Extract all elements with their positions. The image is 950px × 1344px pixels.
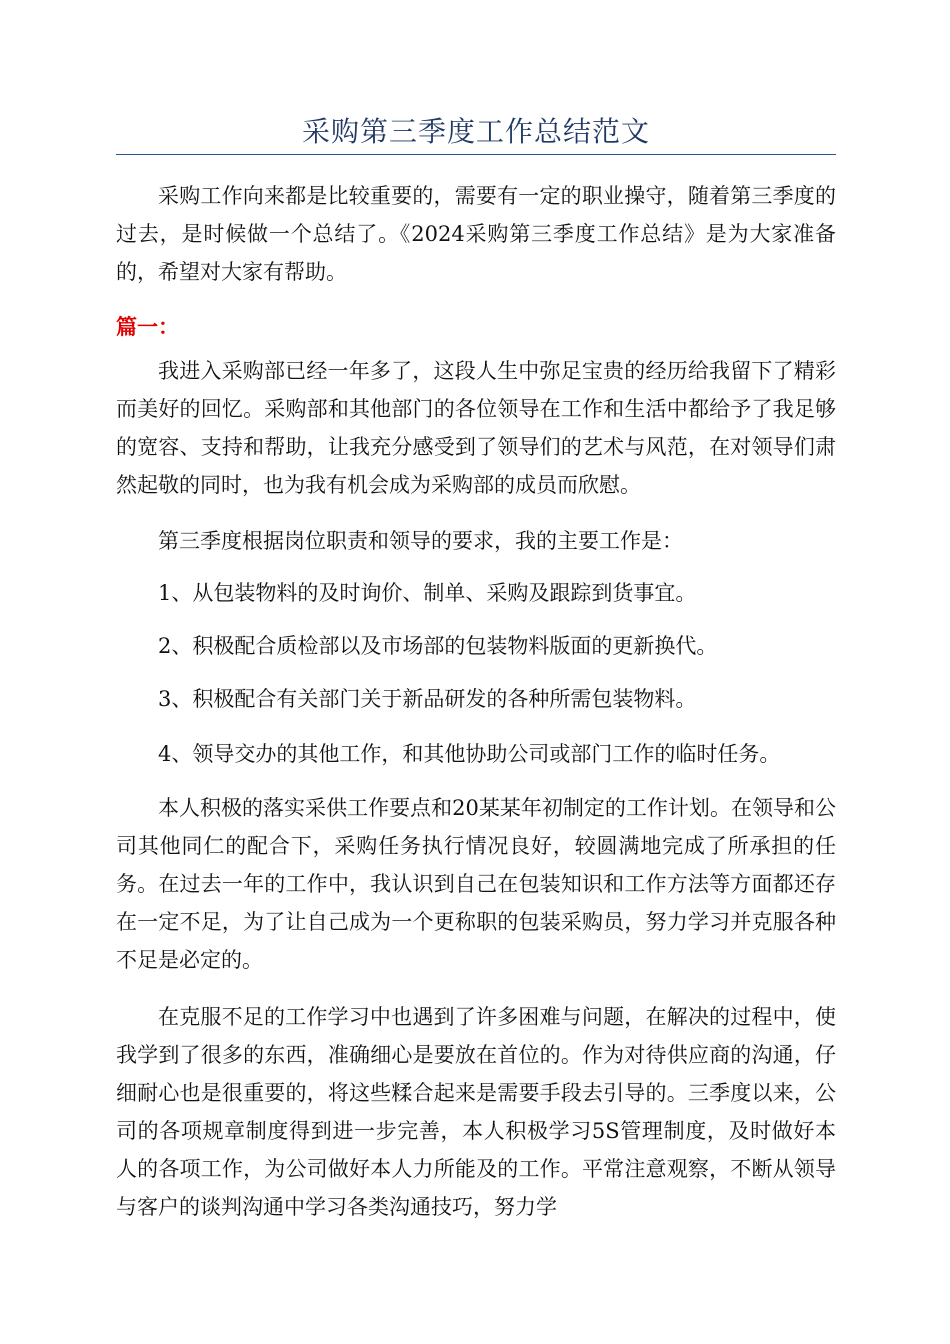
list-item: 2、积极配合质检部以及市场部的包装物料版面的更新换代。 — [158, 634, 718, 658]
body-paragraph: 第三季度根据岗位职责和领导的要求，我的主要工作是： — [158, 529, 683, 553]
title-underline — [116, 154, 836, 155]
intro-paragraph: 采购工作向来都是比较重要的，需要有一定的职业操守，随着第三季度的过去，是时候做一个总结了。《2024采购第三季度工作总结》是为大家准备的，希望对大家有帮助。 — [116, 184, 836, 284]
document-title: 采购第三季度工作总结范文 — [301, 115, 650, 148]
list-item: 1、从包装物料的及时询价、制单、采购及跟踪到货事宜。 — [158, 581, 697, 605]
section-heading: 篇一： — [116, 314, 179, 339]
body-paragraph: 本人积极的落实采供工作要点和20某某年初制定的工作计划。在领导和公司其他同仁的配合下，采购任务执行情况良好，较圆满地完成了所承担的任务。在过去一年的工作中，我认识到自己在包装知识和工作方法等方面都还存在一定不足，为了让自己成为一个更称职的包装采购员，努力学习并克服各种不足是必定的。 — [116, 796, 836, 972]
body-paragraph: 我进入采购部已经一年多了，这段人生中弥足宝贵的经历给我留下了精彩而美好的回忆。采购部和其他部门的各位领导在工作和生活中都给予了我足够的宽容、支持和帮助，让我充分感受到了领导们的艺术与风范，在对领导们肃然起敬的同时，也为我有机会成为采购部的成员而欣慰。 — [116, 359, 836, 497]
body-paragraph: 在克服不足的工作学习中也遇到了许多困难与问题，在解决的过程中，使我学到了很多的东西，准确细心是要放在首位的。作为对待供应商的沟通，仔细耐心也是很重要的，将这些糅合起来是需要手段去引导的。三季度以来，公司的各项规章制度得到进一步完善，本人积极学习5S管理制度，及时做好本人的各项工作，为公司做好本人力所能及的工作。平常注意观察，不断从领导与客户的谈判沟通中学习各类沟通技巧，努力学 — [116, 1005, 836, 1219]
list-item: 4、领导交办的其他工作，和其他协助公司或部门工作的临时任务。 — [158, 742, 781, 766]
list-item: 3、积极配合有关部门关于新品研发的各种所需包装物料。 — [158, 687, 697, 711]
